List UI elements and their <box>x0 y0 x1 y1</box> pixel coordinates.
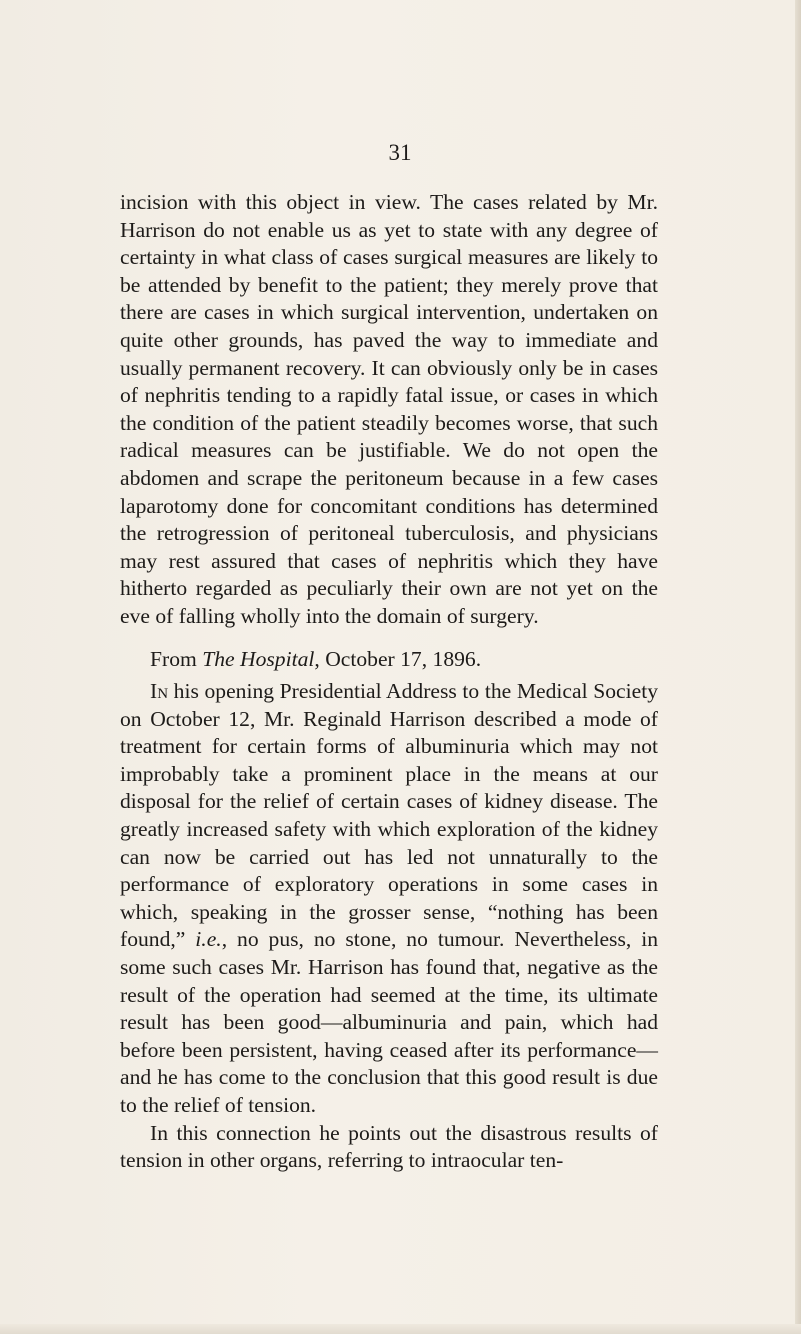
page-number: 31 <box>388 140 412 165</box>
paragraph-text-part2: , no pus, no stone, no tumour. Nevertheless, in some such cases Mr. Harrison has found that, negative as the result of the operation had seemed at the time, its ultimate result has been good—albuminuria and pain, which had before been persistent, having ceased after its performance—and he has come to the conclusion that this good result is due to the relief of tension. <box>120 927 658 1117</box>
publication-title: The Hospital <box>202 646 315 671</box>
page-bottom-edge <box>0 1324 801 1334</box>
lead-word: In <box>150 679 169 704</box>
paragraph-connection: In this connection he points out the disastrous results of tension in other organs, referring to intraocular ten- <box>120 1120 658 1173</box>
paragraph-presidential-address <box>120 678 658 1120</box>
ie-abbreviation: i.e. <box>195 927 222 952</box>
body-text <box>120 189 658 1175</box>
source-date: , October 17, 1896. <box>314 646 482 671</box>
page-right-edge <box>795 0 801 1334</box>
paragraph-text-part1: his opening Presidential Address to the Medical Society on October 12, Mr. Reginald Harrison described a mode of treatment for certain forms of albuminuria which may not improbably take a prominent place in the means at our disposal for the relief of certain cases of kidney disease. The greatly increased safety with which exploration of the kidney can now be carried out has led not unnaturally to the performance of exploratory operations in some cases in which, speaking in the grosser sense, “nothing has been found,” <box>120 679 658 952</box>
paragraph-continued: incision with this object in view. The cases related by Mr. Harrison do not enable us as yet to state with any degree of certainty in what class of cases surgical measures are likely to be attended by benefit to the patient; they merely prove that there are cases in which surgical intervention, undertaken on quite other grounds, has paved the way to immediate and usually permanent recovery. It can obviously only be in cases of nephritis tending to a rapidly fatal issue, or cases in which the condition of the patient steadily becomes worse, that such radical measures can be justifiable. We do not open the abdomen and scrape the peritoneum because in a few cases laparotomy done for concomitant conditions has determined the retrogression of peritoneal tuberculosis, and physicians may rest assured that cases of nephritis which they have hitherto regarded as peculiarly their own are not yet on the eve of falling wholly into the domain of surgery. <box>120 190 658 628</box>
source-citation <box>120 646 658 674</box>
source-prefix: From <box>150 646 203 671</box>
